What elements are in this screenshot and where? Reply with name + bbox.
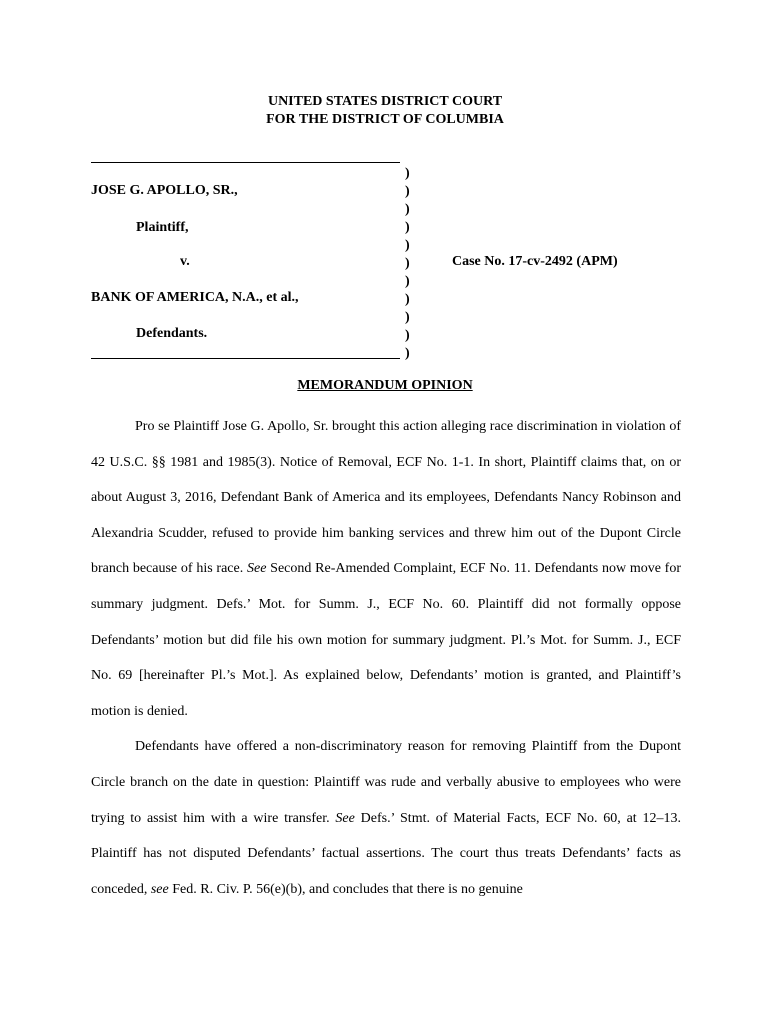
court-name: UNITED STATES DISTRICT COURT xyxy=(267,94,503,109)
text-run: Defs.’ Stmt. of Material Facts, ECF No. 60, at 12–13. Plaintiff has not disputed Defendants’ factual assertions. The court thus treats Defendants’ facts as conceded, xyxy=(91,810,681,897)
caption-bottom-rule xyxy=(91,358,400,359)
caption-paren: ) xyxy=(405,274,410,289)
caption-paren: ) xyxy=(405,292,410,307)
text-run: Second Re-Amended Complaint, ECF No. 11. Defendants now move for summary judgment. Defs.’ Mot. for Summ. J., ECF No. 60. Plaintiff did not formally oppose Defendants’ motion but did file his own motion for summary judgment. Pl.’s Mot. for Summ. J., ECF No. 69 [hereinafter Pl.’s Mot.]. As explained below, Defendants’ motion is granted, and Plaintiff’s motion is denied. xyxy=(91,561,681,719)
caption-paren: ) xyxy=(405,310,410,325)
document-heading: MEMORANDUM OPINION xyxy=(297,378,473,393)
caption-paren: ) xyxy=(405,184,410,199)
plaintiff-role: Plaintiff, xyxy=(136,220,189,235)
plaintiff-name: JOSE G. APOLLO, SR., xyxy=(91,183,238,198)
caption-paren: ) xyxy=(405,166,410,181)
caption-parenthesis-column xyxy=(405,165,419,363)
defendant-role: Defendants. xyxy=(136,326,208,341)
caption-paren: ) xyxy=(405,328,410,343)
caption-paren: ) xyxy=(405,346,410,361)
defendant-name: BANK OF AMERICA, N.A., et al., xyxy=(91,290,299,305)
paragraph-2 xyxy=(91,729,681,907)
citation-signal: See xyxy=(246,561,267,577)
caption-top-rule xyxy=(91,162,400,163)
case-number: Case No. 17-cv-2492 (APM) xyxy=(452,254,618,269)
caption-paren: ) xyxy=(405,220,410,235)
text-run: Fed. R. Civ. P. 56(e)(b), and concludes that there is no genuine xyxy=(168,881,523,897)
text-run: Defendants have offered a non-discriminatory reason for removing Plaintiff from the Dupont Circle branch on the date in question: Plaintiff was rude and verbally abusive to employees who were trying to assist him with a wire transfer. xyxy=(91,739,681,826)
caption-paren: ) xyxy=(405,256,410,271)
citation-signal: See xyxy=(335,810,355,826)
caption-paren: ) xyxy=(405,238,410,253)
caption-paren: ) xyxy=(405,202,410,217)
court-district: FOR THE DISTRICT OF COLUMBIA xyxy=(266,112,504,127)
text-run: Pro se Plaintiff Jose G. Apollo, Sr. brought this action alleging race discrimination in violation of 42 U.S.C. §§ 1981 and 1985(3). Notice of Removal, ECF No. 1-1. In short, Plaintiff claims that, on or about August 3, 2016, Defendant Bank of America and its employees, Defendants Nancy Robinson and Alexandria Scudder, refused to provide him banking services and threw him out of the Dupont Circle branch because of his race. xyxy=(91,419,681,577)
opinion-body xyxy=(91,409,681,907)
citation-signal: see xyxy=(150,881,169,897)
versus-label: v. xyxy=(180,254,190,269)
paragraph-1 xyxy=(91,409,681,729)
